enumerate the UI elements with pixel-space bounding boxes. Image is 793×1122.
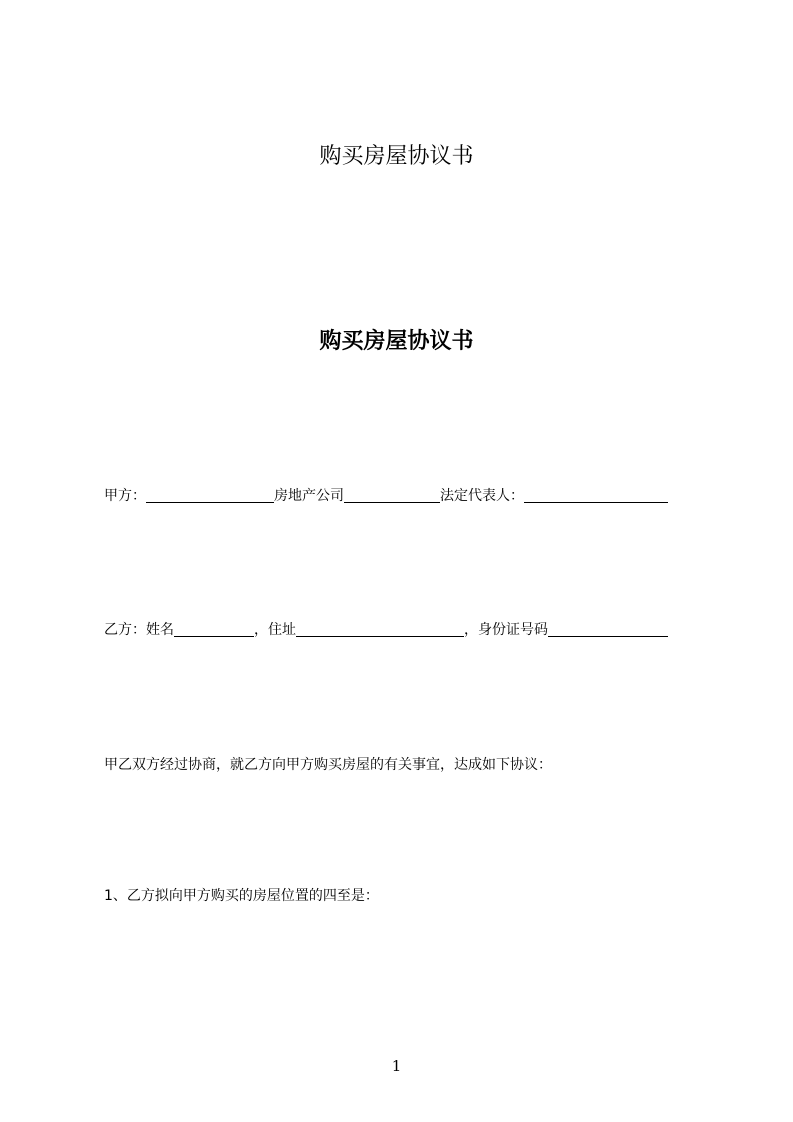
party-a-label: 甲方： [104, 488, 146, 504]
legal-rep-blank[interactable] [524, 487, 668, 503]
page-number: 1 [391, 1057, 402, 1075]
company-suffix: 房地产公司 [274, 488, 344, 504]
agreement-title: 购买房屋协议书 [319, 329, 474, 354]
party-b-name-blank[interactable] [174, 621, 254, 637]
party-a-line [104, 486, 668, 506]
document-header-title: 购买房屋协议书 [319, 144, 474, 169]
address-label: ，住址 [254, 622, 296, 638]
id-number-blank[interactable] [548, 621, 668, 637]
legal-rep-label: 法定代表人： [440, 488, 524, 504]
party-b-label: 乙方：姓名 [104, 622, 174, 638]
clause-1: 1、乙方拟向甲方购买的房屋位置的四至是： [104, 888, 379, 904]
intro-paragraph: 甲乙双方经过协商，就乙方向甲方购买房屋的有关事宜，达成如下协议： [104, 757, 552, 773]
company-blank[interactable] [344, 487, 440, 503]
id-label: ，身份证号码 [464, 622, 548, 638]
address-blank[interactable] [296, 621, 464, 637]
party-b-line [104, 620, 668, 640]
party-a-name-blank[interactable] [146, 487, 274, 503]
